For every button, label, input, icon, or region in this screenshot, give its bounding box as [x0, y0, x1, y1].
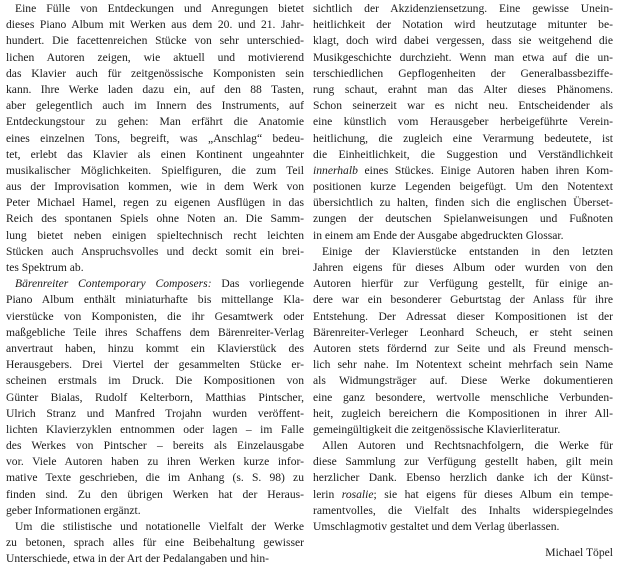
- text-line: Unterschiede, etwa in der Art der Pedalangaben und hin-: [6, 552, 270, 566]
- text-line: zungen der deutschen Spielanweisungen und Fußnoten: [313, 212, 613, 226]
- text-line: lerin rosalie; sie hat eigens für dieses Album ein tempe-: [313, 487, 613, 501]
- author-signature: Michael Töpel: [545, 546, 613, 560]
- left-column: [6, 1, 304, 566]
- text-line: übersichtlich zu halten, finden sich die englischen Überset-: [313, 196, 613, 210]
- text-line: heitlichung, die zugleich eine Verarmung bedeutete, ist: [313, 131, 613, 145]
- paragraph: [6, 276, 304, 519]
- text-line: Einige der Klavierstücke entstanden in den letzten: [322, 244, 613, 258]
- text-line: Stücken auch Anspruchsvolles und deckt somit ein brei-: [6, 244, 304, 258]
- text-line: finden sind. Zu den übrigen Werken hat der Heraus-: [6, 487, 304, 501]
- right-column: [313, 1, 613, 560]
- text-line: gemeingültigkeit die zeitgenössische Klavierliteratur.: [313, 422, 561, 436]
- text-line: Jahren eigens für dieses Album oder wurden von den: [313, 261, 613, 274]
- paragraph: [313, 1, 613, 244]
- text-line: sichtlich der Akzidenziensetzung. Eine gewisse Unein-: [313, 2, 613, 15]
- text-line: scheinen erstmals im Druck. Die Kompositionen von: [6, 374, 304, 388]
- text-line: klagt, doch wird dabei vergessen, dass sie weitgehend die: [313, 34, 613, 48]
- text-line: Herausgebers. Drei Viertel der gesammelten Stücke er-: [6, 358, 304, 372]
- paragraph: [6, 519, 304, 568]
- text-line: eines einzelnen Tons, begreift, was „Anschlag“ bedeu-: [6, 131, 304, 145]
- text-line: Bärenreiter Contemporary Composers: Das vorliegende: [15, 277, 304, 291]
- text-line: aber gelegentlich auch im Innern des Instruments, auf: [6, 99, 304, 113]
- emphasis: innerhalb: [313, 163, 358, 177]
- text-line: lich sehr nahe. Im Notentext scheint mehrfach sein Name: [313, 358, 613, 372]
- text-line: Piano Album enthält miniaturhafte bis mittellange Kla-: [6, 293, 304, 307]
- text-line: Entstehung. Der Adressat dieser Kompositionen ist der: [313, 309, 613, 323]
- text-line: eine künstlich vom Herausgeber herbeigeführte Verein-: [313, 115, 613, 129]
- text-line: lung bietet neben einigen spieltechnisch recht leichten: [6, 228, 304, 242]
- text-line: rung schaut, erahnt man das Alter dieses Phänomens.: [313, 82, 613, 96]
- text-line: positionen kurze Legenden beigefügt. Um den Notentext: [313, 180, 613, 194]
- text-line: kann. Ihre Werke laden dazu ein, auf den 88 Tasten,: [6, 82, 304, 96]
- text-line: musikalischer Möglichkeiten. Spielfiguren, die zum Teil: [6, 163, 304, 177]
- text-line: Umschlagmotiv gestaltet und dem Verlag überlassen.: [313, 520, 560, 533]
- text-line: lichen Autoren zeigen, wie aktuell und motivierend: [6, 50, 304, 64]
- text-line: Bärenreiter-Verleger Leonhard Scheuch, er steht seinen: [313, 325, 613, 339]
- text-line: Entdeckungstour zu gehen: Man erfährt die Anatomie: [6, 115, 304, 129]
- text-line: Allen Autoren und Rechtsnachfolgern, die Werke für: [322, 439, 613, 453]
- text-line: vierstücke von Komponisten, die ihr Gesamtwerk oder: [6, 309, 304, 323]
- paragraph: [313, 244, 613, 438]
- text-line: vor. Viele Autoren haben zu ihren Werken kurze infor-: [6, 455, 304, 469]
- text-line: geber Informationen ergänzt.: [6, 503, 141, 517]
- text-line: Autoren hierfür zur Verfügung gestellt, für einige an-: [313, 277, 613, 291]
- text-line: dere war ein besonderer Geburtstag der Anlass für ihre: [313, 293, 613, 307]
- text-line: Peter Michael Hamel, regen zu eigenen Ausflügen in das: [6, 196, 304, 210]
- text-line: mative Texte geschrieben, die im Anhang (s. S. 98) zu: [6, 471, 304, 485]
- emphasis: Bärenreiter Contemporary Composers:: [15, 277, 212, 291]
- text-line: hundert. Die facettenreichen Stücke von sehr unterschied-: [6, 34, 304, 48]
- text-line: Ulrich Stranz und Manfred Trojahn wurden veröffent-: [6, 406, 304, 420]
- text-line: Günter Bialas, Rudolf Kelterborn, Matthias Pintscher,: [6, 390, 304, 404]
- text-line: die Einheitlichkeit, die Suggestion und Verständlichkeit: [313, 147, 613, 161]
- text-line: heitlichkeit der Notation wird heutzutage mitunter be-: [313, 18, 613, 32]
- emphasis: rosalie: [341, 487, 374, 501]
- text-line: des Werkes von Pintscher – bereits als Einzelausgabe: [6, 439, 304, 453]
- text-line: eine ganz besondere, wertvolle menschliche Verbunden-: [313, 390, 613, 404]
- text-line: Eine Fülle von Entdeckungen und Anregungen bietet: [15, 2, 304, 15]
- paragraph: [6, 1, 304, 276]
- text-line: dieses Piano Album mit Werken aus dem 20. und 21. Jahr-: [6, 18, 304, 32]
- text-line: tet, erlebt das Klavier als einen Kontinent ungeahnter: [6, 147, 304, 161]
- text-line: das Klavier auch für zeitgenössische Komponisten sein: [6, 66, 304, 80]
- text-line: zu betonen, sprach alles für eine Beibehaltung gewisser: [6, 536, 304, 550]
- text-line: ramentvolles, die Vielfalt des Inhalts widerspiegelndes: [313, 503, 613, 517]
- text-line: lichten Klavierzyklen entnommen oder lagen – im Falle: [6, 422, 304, 436]
- text-line: Um die stilistische und notationelle Vielfalt der Werke: [15, 520, 304, 533]
- text-line: tes Spektrum ab.: [6, 261, 84, 274]
- text-line: Schon seinerzeit war es nicht neu. Entscheidender als: [313, 99, 613, 113]
- text-line: Autoren stets fördernd zur Seite und als Freund mensch-: [313, 341, 613, 355]
- text-line: Musikgeschichte durchzieht. Wenn man etwa auf die un-: [313, 50, 613, 64]
- text-line: innerhalb eines Stückes. Einige Autoren haben ihren Kom-: [313, 163, 613, 177]
- text-line: in einem am Ende der Ausgabe abgedruckten Glossar.: [313, 228, 564, 242]
- text-line: maßgebliche Teile ihres Schaffens dem Bärenreiter-Verlag: [6, 325, 304, 339]
- text-line: herzlicher Dank. Ebenso herzlich danke ich der Künst-: [313, 471, 613, 485]
- text-line: diese Sammlung zur Verfügung gestellt haben, gilt mein: [313, 455, 613, 469]
- text-line: heit, zugleich bereichern die Kompositionen in ihrer All-: [313, 406, 613, 420]
- text-line: Reich des spontanen Spiels ohne Noten an. Die Samm-: [6, 212, 304, 226]
- text-line: als Widmungsträger auf. Diese Werke dokumentieren: [313, 374, 613, 388]
- text-line: aus der Improvisation kommen, wie in dem Werk von: [6, 180, 304, 194]
- text-line: anvertraut haben, hinzu kommt ein Klavierstück des: [6, 341, 304, 355]
- text-line: terschiedlichen Gepflogenheiten der Generalbassbeziffe-: [313, 66, 613, 80]
- paragraph: [313, 438, 613, 535]
